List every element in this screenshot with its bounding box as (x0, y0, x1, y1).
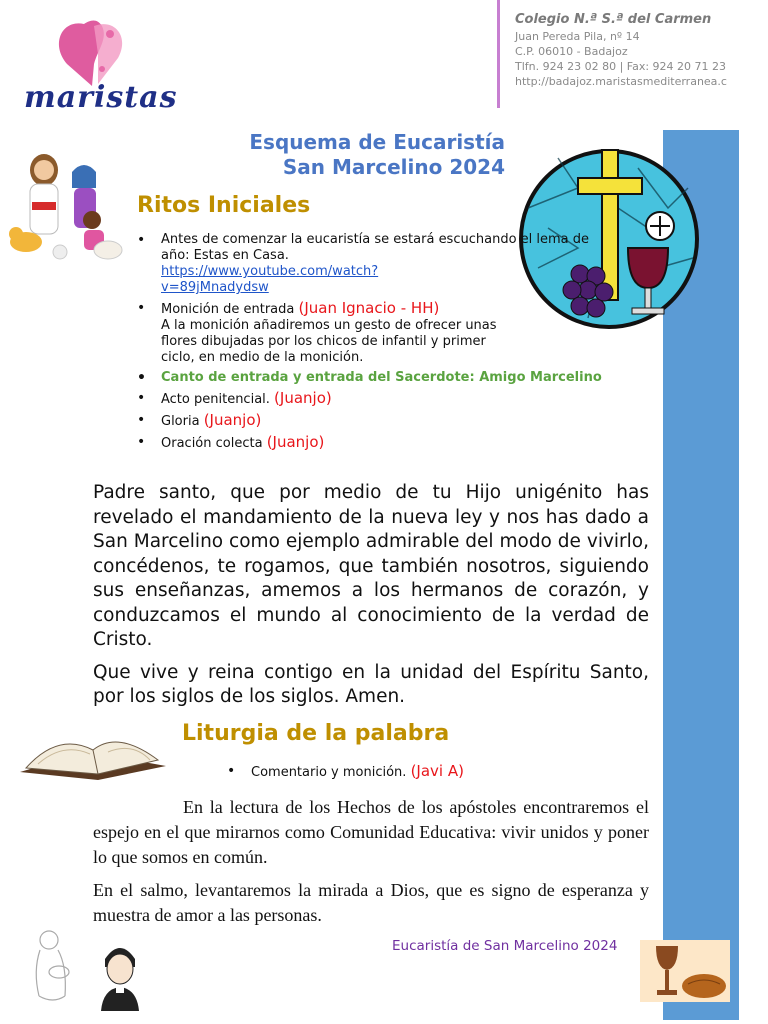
marcelino-portrait-image (95, 937, 145, 1011)
title-line-2: San Marcelino 2024 (282, 155, 505, 179)
prayer-paragraph: Padre santo, que por medio de tu Hijo unigénito has revelado el mandamiento de la nueva ley y nos has dado a San Marcelino como ejemplo admirable del modo de vivirlo, concédenos, te rogamos, que también nosotros, siguiendo sus enseñanzas, amemos a los hermanos de corazón, y conduzcamos el mundo al conocimiento de la verdad de Cristo. (93, 482, 649, 650)
item-text: Acto penitencial. (161, 392, 275, 407)
cartoon-jesus-children-image (4, 140, 132, 268)
list-item (135, 390, 615, 408)
liturgia-heading: Liturgia de la palabra (182, 721, 450, 746)
open-book-image (18, 722, 168, 782)
item-responsible: (Juanjo) (266, 433, 325, 451)
ritos-heading: Ritos Iniciales (137, 193, 311, 218)
list-item (135, 412, 615, 430)
address-line: Juan Pereda Pila, nº 14 (515, 30, 640, 43)
chalice-bread-image (640, 940, 730, 1002)
title-line-1: Esquema de Eucaristía (249, 130, 505, 154)
item-responsible: (Juanjo) (274, 389, 332, 407)
prayer-closing: Que vive y reina contigo en la unidad del Espíritu Santo, por los siglos de los siglos. Amen. (93, 661, 649, 707)
document-title (140, 130, 505, 180)
reading-paragraph-1: En la lectura de los Hechos de los apóstoles encontraremos el espejo en el que mirarnos como Comunidad Educativa: vivir unidos y poner lo que somos en común. (93, 797, 649, 867)
item-note: A la monición añadiremos un gesto de ofrecer unas flores dibujadas por los chicos de infantil y primer ciclo, en medio de la monición. (161, 318, 497, 365)
item-text: Gloria (161, 414, 204, 429)
item-responsible: (Juan Ignacio - HH) (298, 299, 440, 317)
list-item (135, 232, 615, 296)
reading-text (93, 795, 649, 936)
item-text: Canto de entrada y entrada del Sacerdote: Amigo Marcelino (161, 370, 602, 385)
liturgia-list (225, 763, 645, 785)
school-info (515, 12, 765, 89)
logo-text: maristas (24, 80, 178, 115)
item-text: Oración colecta (161, 436, 267, 451)
reading-paragraph-2: En el salmo, levantaremos la mirada a Dios, que es signo de esperanza y muestra de amor a las personas. (93, 880, 649, 925)
youtube-link[interactable]: https://www.youtube.com/watch? (161, 264, 379, 279)
phone-line: Tlfn. 924 23 02 80 | Fax: 924 20 71 23 (515, 60, 727, 73)
school-name: Colegio N.ª S.ª del Carmen (515, 12, 712, 27)
ritos-list (135, 232, 615, 456)
youtube-link-cont[interactable]: v=89jMnadydsw (161, 280, 269, 295)
item-responsible: (Javi A) (410, 762, 464, 780)
list-item (135, 300, 615, 366)
list-item (225, 763, 645, 781)
sketch-figures-image (25, 926, 85, 1006)
item-responsible: (Juanjo) (203, 411, 262, 429)
item-text: Monición de entrada (161, 302, 299, 317)
item-text: Comentario y monición. (251, 765, 411, 780)
header-divider (497, 0, 500, 108)
footer-text: Eucaristía de San Marcelino 2024 (392, 938, 618, 954)
collect-prayer (93, 481, 649, 718)
item-text: Antes de comenzar la eucaristía se estará escuchando el lema de año: Estas en Casa. (161, 232, 590, 263)
list-item (135, 370, 615, 386)
list-item (135, 434, 615, 452)
postal-line: C.P. 06010 - Badajoz (515, 45, 628, 58)
website-line[interactable]: http://badajoz.maristasmediterranea.c (515, 75, 727, 88)
